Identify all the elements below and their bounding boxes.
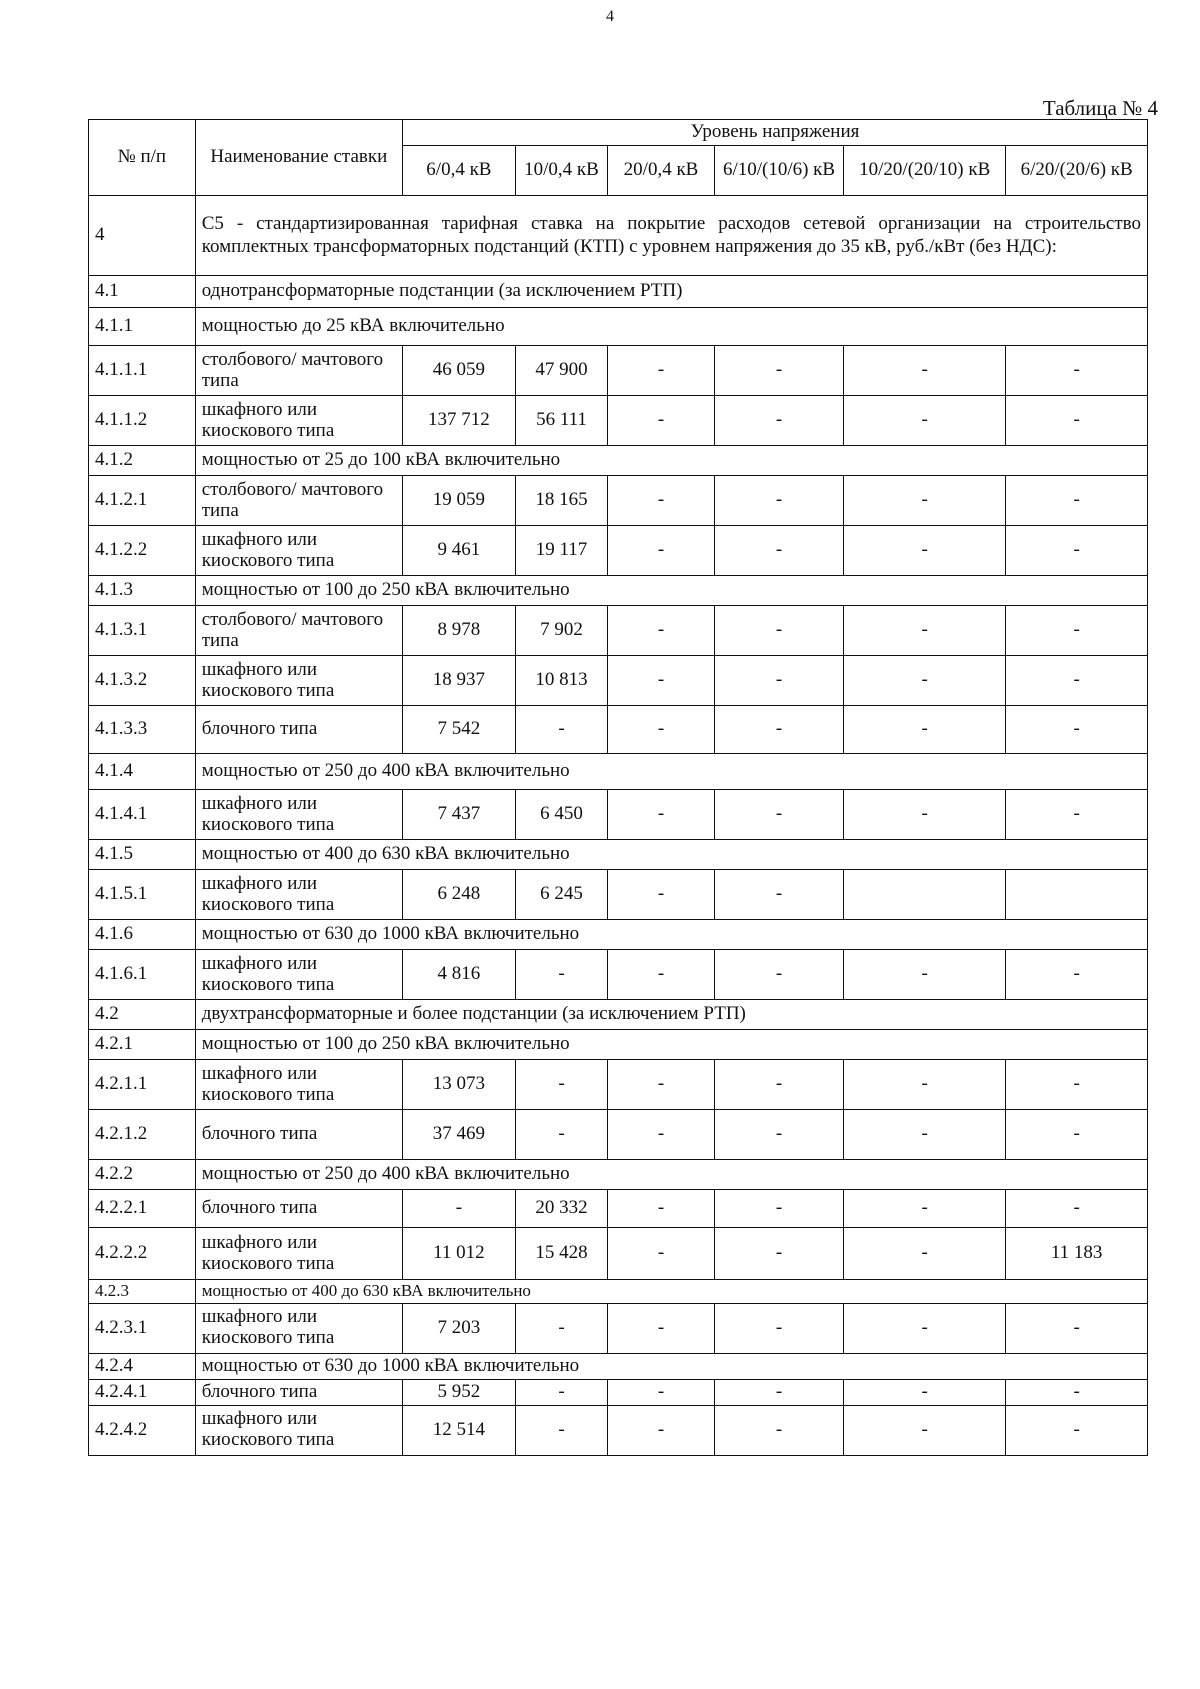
rate-value-cell: - (515, 1303, 607, 1353)
rate-value-cell: - (714, 396, 843, 446)
header-voltage-5: 10/20/(20/10) кВ (844, 146, 1006, 196)
page-number: 4 (606, 8, 614, 25)
rate-value-cell: - (1006, 606, 1148, 656)
rate-type: шкафного или киоскового типа (195, 790, 402, 840)
row-number: 4.2.1 (89, 1030, 196, 1060)
rate-value-cell: - (608, 606, 715, 656)
group-row (89, 1353, 1148, 1379)
rate-value-cell: 4 816 (402, 950, 515, 1000)
rate-value-cell: 9 461 (402, 526, 515, 576)
row-number: 4.1.1.1 (89, 346, 196, 396)
rate-value-cell: 7 902 (515, 606, 607, 656)
rate-value-cell: - (714, 1060, 843, 1110)
rate-value-cell: - (714, 1228, 843, 1280)
rate-value-cell: - (714, 1379, 843, 1405)
row-number: 4.2.1.2 (89, 1110, 196, 1160)
rate-value-cell: 5 952 (402, 1379, 515, 1405)
row-number: 4.1.5 (89, 840, 196, 870)
row-number: 4.2.1.1 (89, 1060, 196, 1110)
table-row (89, 656, 1148, 706)
rate-value-cell: - (608, 476, 715, 526)
rate-value-cell: - (1006, 706, 1148, 754)
rate-value-cell: - (844, 396, 1006, 446)
table-caption: Таблица № 4 (1042, 96, 1158, 120)
rate-value-cell: - (844, 1405, 1006, 1455)
rate-value-cell: - (515, 1110, 607, 1160)
rate-value-cell: - (844, 346, 1006, 396)
rate-value-cell: - (608, 346, 715, 396)
rate-value-cell (1006, 870, 1148, 920)
group-label: мощностью до 25 кВА включительно (195, 308, 1147, 346)
row-number: 4.2.2 (89, 1160, 196, 1190)
group-label: однотрансформаторные подстанции (за исключением РТП) (195, 276, 1147, 308)
table-row (89, 706, 1148, 754)
rate-value-cell: - (714, 1405, 843, 1455)
rate-value-cell: 46 059 (402, 346, 515, 396)
rate-value-cell: - (1006, 346, 1148, 396)
rate-value-cell: - (714, 1190, 843, 1228)
rate-value-cell: - (1006, 656, 1148, 706)
rate-value-cell: - (402, 1190, 515, 1228)
group-label: мощностью от 400 до 630 кВА включительно (195, 1280, 1147, 1304)
rate-value-cell: - (1006, 1190, 1148, 1228)
row-number: 4.1.4.1 (89, 790, 196, 840)
group-row (89, 276, 1148, 308)
rate-value-cell: - (608, 1110, 715, 1160)
rate-value-cell: - (844, 526, 1006, 576)
rate-value-cell: - (714, 870, 843, 920)
header-voltage-6: 6/20/(20/6) кВ (1006, 146, 1148, 196)
section-row (89, 196, 1148, 276)
rate-value-cell: - (714, 656, 843, 706)
row-number: 4.2.4 (89, 1353, 196, 1379)
rate-type: шкафного или киоскового типа (195, 526, 402, 576)
row-number: 4.2.3.1 (89, 1303, 196, 1353)
rate-type: шкафного или киоскового типа (195, 656, 402, 706)
rate-value-cell: - (608, 1303, 715, 1353)
rate-value-cell: 20 332 (515, 1190, 607, 1228)
group-row (89, 1160, 1148, 1190)
rate-type: шкафного или киоскового типа (195, 1303, 402, 1353)
rate-value-cell: - (714, 526, 843, 576)
row-number: 4.1.6.1 (89, 950, 196, 1000)
rate-type: шкафного или киоскового типа (195, 870, 402, 920)
rate-type: столбового/ мачтового типа (195, 346, 402, 396)
group-label: мощностью от 630 до 1000 кВА включительно (195, 920, 1147, 950)
table-row (89, 950, 1148, 1000)
rate-value-cell: 10 813 (515, 656, 607, 706)
table-row (89, 346, 1148, 396)
rate-value-cell: 6 450 (515, 790, 607, 840)
row-number: 4.2 (89, 1000, 196, 1030)
rate-type: блочного типа (195, 706, 402, 754)
row-number: 4.1.2.2 (89, 526, 196, 576)
section-number: 4 (89, 196, 196, 276)
group-row (89, 1000, 1148, 1030)
rate-value-cell: - (844, 476, 1006, 526)
rate-value-cell: - (714, 706, 843, 754)
rate-value-cell: - (608, 1228, 715, 1280)
row-number: 4.1.3.2 (89, 656, 196, 706)
group-label: мощностью от 630 до 1000 кВА включительно (195, 1353, 1147, 1379)
rate-value-cell: 7 437 (402, 790, 515, 840)
rate-value-cell: - (608, 1190, 715, 1228)
rate-value-cell: - (1006, 1379, 1148, 1405)
rate-value-cell: - (1006, 476, 1148, 526)
rate-value-cell: - (714, 606, 843, 656)
row-number: 4.1 (89, 276, 196, 308)
header-rate-name: Наименование ставки (195, 120, 402, 196)
group-row (89, 446, 1148, 476)
row-number: 4.1.3.3 (89, 706, 196, 754)
row-number: 4.2.4.1 (89, 1379, 196, 1405)
row-number: 4.2.2.1 (89, 1190, 196, 1228)
rate-value-cell: - (844, 1110, 1006, 1160)
rate-value-cell: 47 900 (515, 346, 607, 396)
rate-type: шкафного или киоскового типа (195, 950, 402, 1000)
group-row (89, 308, 1148, 346)
row-number: 4.1.6 (89, 920, 196, 950)
rate-value-cell: - (608, 526, 715, 576)
rate-value-cell: 18 165 (515, 476, 607, 526)
rate-value-cell: - (608, 706, 715, 754)
group-label: мощностью от 400 до 630 кВА включительно (195, 840, 1147, 870)
rate-value-cell: - (608, 396, 715, 446)
table-row (89, 1190, 1148, 1228)
group-label: мощностью от 250 до 400 кВА включительно (195, 1160, 1147, 1190)
rate-value-cell: - (608, 870, 715, 920)
rate-value-cell: 56 111 (515, 396, 607, 446)
rate-value-cell: - (1006, 1303, 1148, 1353)
rate-value-cell: - (844, 1379, 1006, 1405)
rate-value-cell: - (844, 1060, 1006, 1110)
rate-value-cell: 6 245 (515, 870, 607, 920)
rate-value-cell: 37 469 (402, 1110, 515, 1160)
rate-value-cell: - (844, 606, 1006, 656)
table-body (89, 196, 1148, 1456)
table-row (89, 396, 1148, 446)
group-label: мощностью от 100 до 250 кВА включительно (195, 1030, 1147, 1060)
row-number: 4.1.3 (89, 576, 196, 606)
rate-value-cell: - (844, 1190, 1006, 1228)
header-voltage-1: 6/0,4 кВ (402, 146, 515, 196)
rate-value-cell: 11 183 (1006, 1228, 1148, 1280)
rate-value-cell: - (714, 346, 843, 396)
section-title: С5 - стандартизированная тарифная ставка на покрытие расходов сетевой организации на строительство комплектных трансформаторных подстанций (КТП) с уровнем напряжения до 35 кВ, руб./кВт (без НДС): (195, 196, 1147, 276)
rate-value-cell: 137 712 (402, 396, 515, 446)
group-row (89, 920, 1148, 950)
row-number: 4.1.5.1 (89, 870, 196, 920)
rate-type: шкафного или киоскового типа (195, 1060, 402, 1110)
row-number: 4.1.1 (89, 308, 196, 346)
rate-value-cell: 7 203 (402, 1303, 515, 1353)
table-row (89, 1110, 1148, 1160)
rate-value-cell: - (714, 1110, 843, 1160)
rate-value-cell: - (608, 790, 715, 840)
group-row (89, 1280, 1148, 1304)
rate-type: шкафного или киоскового типа (195, 1228, 402, 1280)
row-number: 4.2.2.2 (89, 1228, 196, 1280)
row-number: 4.1.3.1 (89, 606, 196, 656)
rate-value-cell: - (1006, 396, 1148, 446)
rate-value-cell: - (1006, 1060, 1148, 1110)
rate-value-cell: - (608, 1379, 715, 1405)
rate-type: блочного типа (195, 1190, 402, 1228)
group-row (89, 576, 1148, 606)
rate-value-cell: - (1006, 1110, 1148, 1160)
rate-type: столбового/ мачтового типа (195, 606, 402, 656)
row-number: 4.1.2 (89, 446, 196, 476)
rate-type: шкафного или киоскового типа (195, 396, 402, 446)
group-label: двухтрансформаторные и более подстанции (за исключением РТП) (195, 1000, 1147, 1030)
header-row (89, 120, 1148, 146)
rate-value-cell: - (844, 706, 1006, 754)
group-row (89, 1030, 1148, 1060)
header-voltage-4: 6/10/(10/6) кВ (714, 146, 843, 196)
rate-type: блочного типа (195, 1110, 402, 1160)
rate-value-cell: - (714, 790, 843, 840)
group-label: мощностью от 25 до 100 кВА включительно (195, 446, 1147, 476)
rate-value-cell: 11 012 (402, 1228, 515, 1280)
rate-value-cell: - (844, 656, 1006, 706)
table-row (89, 1379, 1148, 1405)
row-number: 4.2.4.2 (89, 1405, 196, 1455)
rate-value-cell: - (608, 1060, 715, 1110)
rate-value-cell: - (844, 790, 1006, 840)
group-label: мощностью от 250 до 400 кВА включительно (195, 754, 1147, 790)
rate-value-cell: - (515, 706, 607, 754)
rate-value-cell: 7 542 (402, 706, 515, 754)
rate-value-cell: - (515, 1379, 607, 1405)
rate-value-cell: - (714, 1303, 843, 1353)
rate-value-cell: 12 514 (402, 1405, 515, 1455)
rate-type: шкафного или киоскового типа (195, 1405, 402, 1455)
row-number: 4.1.1.2 (89, 396, 196, 446)
group-row (89, 754, 1148, 790)
rate-value-cell: 19 059 (402, 476, 515, 526)
table-row (89, 790, 1148, 840)
rate-value-cell: - (515, 1405, 607, 1455)
rate-value-cell: - (1006, 790, 1148, 840)
table-row (89, 870, 1148, 920)
rate-value-cell: 15 428 (515, 1228, 607, 1280)
header-number: № п/п (89, 120, 196, 196)
rate-value-cell: 13 073 (402, 1060, 515, 1110)
table-row (89, 1228, 1148, 1280)
rate-value-cell: - (1006, 526, 1148, 576)
table-row (89, 606, 1148, 656)
header-voltage-level: Уровень напряжения (402, 120, 1147, 146)
rate-value-cell: - (1006, 1405, 1148, 1455)
table-row (89, 1405, 1148, 1455)
group-label: мощностью от 100 до 250 кВА включительно (195, 576, 1147, 606)
table-row (89, 1303, 1148, 1353)
rate-value-cell: - (714, 950, 843, 1000)
row-number: 4.1.4 (89, 754, 196, 790)
rate-value-cell (844, 870, 1006, 920)
rate-value-cell: - (515, 950, 607, 1000)
group-row (89, 840, 1148, 870)
table-row (89, 476, 1148, 526)
rate-type: блочного типа (195, 1379, 402, 1405)
rate-value-cell: - (1006, 950, 1148, 1000)
header-voltage-2: 10/0,4 кВ (515, 146, 607, 196)
rate-value-cell: - (844, 1228, 1006, 1280)
rate-value-cell: - (844, 950, 1006, 1000)
rate-type: столбового/ мачтового типа (195, 476, 402, 526)
row-number: 4.2.3 (89, 1280, 196, 1304)
rate-value-cell: - (608, 656, 715, 706)
rate-value-cell: 19 117 (515, 526, 607, 576)
rate-value-cell: - (844, 1303, 1006, 1353)
rate-value-cell: 8 978 (402, 606, 515, 656)
table-row (89, 526, 1148, 576)
header-voltage-3: 20/0,4 кВ (608, 146, 715, 196)
row-number: 4.1.2.1 (89, 476, 196, 526)
rate-value-cell: 6 248 (402, 870, 515, 920)
rate-value-cell: - (515, 1060, 607, 1110)
rate-value-cell: - (608, 950, 715, 1000)
table-row (89, 1060, 1148, 1110)
tariff-table (88, 119, 1148, 1456)
rate-value-cell: - (608, 1405, 715, 1455)
rate-value-cell: - (714, 476, 843, 526)
rate-value-cell: 18 937 (402, 656, 515, 706)
